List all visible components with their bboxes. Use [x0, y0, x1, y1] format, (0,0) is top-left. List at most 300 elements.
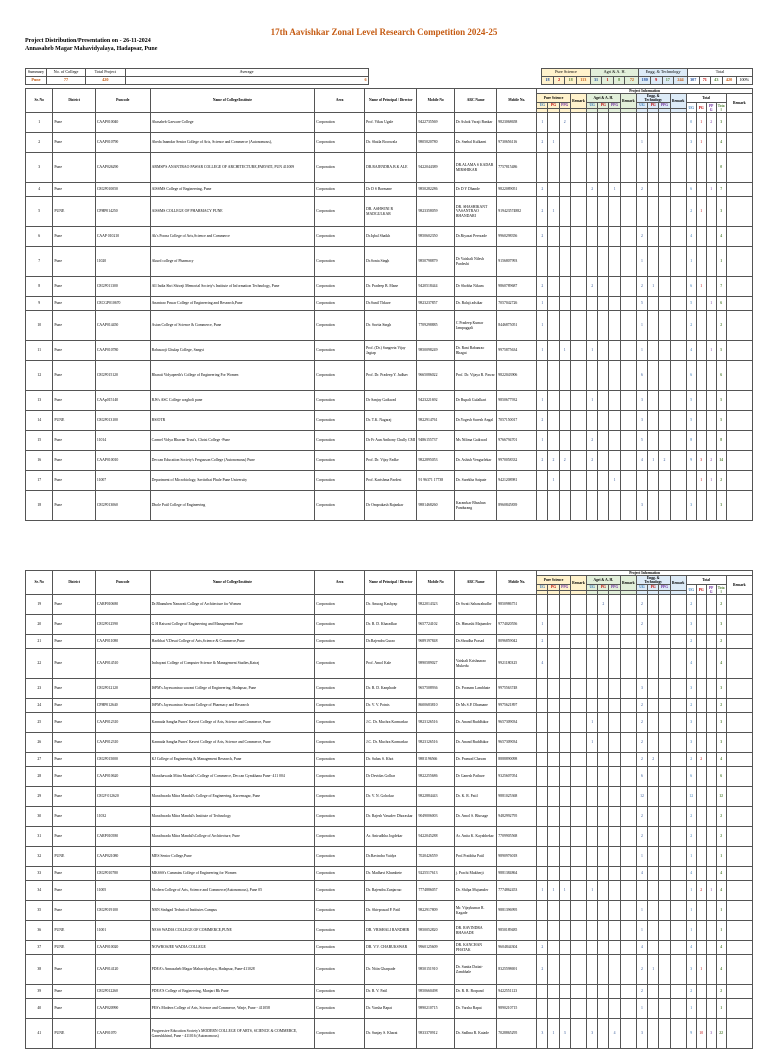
cell-agri-count	[598, 311, 609, 341]
cell-agri-count	[609, 341, 620, 361]
cell-engg-count	[659, 431, 670, 451]
cell-remark	[570, 753, 586, 767]
cell-remark	[620, 113, 636, 133]
cell-mobile: 9890210715	[417, 999, 454, 1019]
cell-agri-count	[598, 277, 609, 297]
cell-pure-count	[548, 679, 559, 699]
cell-area: Corporation	[315, 361, 365, 391]
summary-average: 6	[125, 77, 368, 85]
cell-remark	[670, 649, 686, 679]
cell-district: Pune	[53, 361, 95, 391]
cell-principal: Dr. V. N. Gohokar	[365, 787, 417, 807]
cell-mobile: 9422735569	[417, 113, 454, 133]
cell-puncode: CEGP015120	[95, 361, 150, 391]
cell-sr: 38	[26, 955, 53, 985]
cell-total-ppg	[706, 391, 716, 411]
table-row	[26, 787, 753, 807]
cell-agri-count	[609, 679, 620, 699]
cell-agri-count	[609, 827, 620, 847]
cell-remark	[726, 471, 752, 491]
cell-remark	[620, 867, 636, 881]
cell-engg-count	[659, 827, 670, 847]
summary-value: 307	[687, 77, 699, 85]
cell-total-ug: 2	[686, 311, 696, 341]
cell-remark	[670, 247, 686, 277]
cell-college-name: MES Senior College,Pune	[150, 847, 315, 867]
cell-total-ug: 2	[686, 807, 696, 827]
cell-remark	[570, 361, 586, 391]
cell-agri-count	[598, 713, 609, 733]
cell-remark	[726, 649, 752, 679]
cell-total-pg	[696, 411, 706, 431]
cell-engg-count	[648, 361, 659, 391]
cell-remark	[620, 153, 636, 183]
cell-pure-count	[559, 767, 570, 787]
cell-college-name: NBN Sinhgad Technical Institutes Campus	[150, 901, 315, 921]
header-remark: Remark	[670, 94, 686, 108]
cell-pure-count	[548, 753, 559, 767]
cell-engg-count	[648, 491, 659, 521]
cell-remark	[620, 361, 636, 391]
cell-engg-count: 1	[636, 133, 647, 153]
cell-engg-count	[659, 311, 670, 341]
cell-engg-count	[659, 847, 670, 867]
cell-remark	[670, 227, 686, 247]
cell-pure-count	[537, 787, 548, 807]
header-mobile: Mobile No	[417, 89, 454, 113]
cell-pure-count	[537, 767, 548, 787]
cell-arc-name: Mr. Vijaykumar R. Kagade	[454, 901, 496, 921]
cell-principal: Dr. V. V. Potnis	[365, 699, 417, 713]
cell-remark	[570, 955, 586, 985]
cell-puncode: CAAP021080	[95, 847, 150, 867]
cell-total: 2	[716, 311, 726, 341]
cell-district: Pune	[53, 955, 95, 985]
cell-college-name: Dhole Patil College of Engineering	[150, 491, 315, 521]
header-mobile: Mobile No	[417, 571, 454, 595]
cell-remark	[726, 1019, 752, 1049]
cell-remark	[570, 133, 586, 153]
cell-pure-count	[537, 471, 548, 491]
cell-agri-count: 1	[609, 183, 620, 197]
summary-value: 17	[662, 77, 674, 85]
cell-sr: 26	[26, 733, 53, 753]
cell-engg-count	[648, 133, 659, 153]
cell-remark	[670, 277, 686, 297]
cell-principal: Dr. T.K. Nagaraj	[365, 411, 417, 431]
cell-arc-name: Dr Vaishali Nilesh Pardeshi	[454, 247, 496, 277]
cell-total: 5	[716, 341, 726, 361]
cell-principal: Dr. Rajesh Vasudev Dhoraskar	[365, 807, 417, 827]
cell-mobile: 9822914761	[417, 411, 454, 431]
cell-sr: 5	[26, 197, 53, 227]
summary-value: 2	[553, 77, 565, 85]
cell-total-ppg	[706, 227, 716, 247]
table-row	[26, 471, 753, 491]
cell-total: 2	[716, 471, 726, 491]
cell-college-name: Kannada Sangha Punes' Kaveri College of Arts, Science and Commerce, Pune	[150, 733, 315, 753]
cell-engg-count	[648, 227, 659, 247]
cell-agri-count	[587, 615, 598, 635]
cell-sr: 32	[26, 847, 53, 867]
header-ppg: PPG	[706, 585, 716, 595]
cell-engg-count	[648, 649, 659, 679]
cell-area: Corporation	[315, 1019, 365, 1049]
cell-agri-count	[598, 615, 609, 635]
cell-remark	[620, 197, 636, 227]
cell-total: 2	[716, 635, 726, 649]
cell-pure-count	[559, 247, 570, 277]
cell-pure-count	[548, 847, 559, 867]
cell-area: Corporation	[315, 277, 365, 297]
cell-total-pg	[696, 391, 706, 411]
cell-engg-count: 2	[636, 713, 647, 733]
cell-pure-count	[537, 361, 548, 391]
header-ug: UG	[587, 103, 598, 108]
cell-remark	[620, 1019, 636, 1049]
cell-engg-count: 2	[636, 277, 647, 297]
cell-remark	[726, 827, 752, 847]
cell-engg-count	[648, 787, 659, 807]
cell-agri-count	[609, 767, 620, 787]
cell-puncode: CARP010580	[95, 827, 150, 847]
cell-total-pg: 1	[696, 133, 706, 153]
cell-total-ug: 2	[686, 699, 696, 713]
cell-engg-count: 1	[636, 247, 647, 277]
cell-total-pg	[696, 867, 706, 881]
cell-arc-name: Dr. Anand Buddhikor	[454, 733, 496, 753]
cell-remark	[726, 183, 752, 197]
cell-mobile: 9823126516	[417, 713, 454, 733]
cell-engg-count: 5	[636, 431, 647, 451]
header-remark: Remark	[670, 576, 686, 590]
cell-arc-mobile: 919423574882	[497, 197, 537, 227]
cell-remark	[570, 227, 586, 247]
table-row	[26, 595, 753, 615]
cell-arc-mobile: 9657309034	[497, 713, 537, 733]
cell-engg-count	[648, 113, 659, 133]
cell-arc-mobile: 8888890098	[497, 753, 537, 767]
cell-remark	[570, 615, 586, 635]
summary-zone: Pune	[26, 77, 47, 85]
cell-total-ppg	[706, 411, 716, 431]
cell-area: Corporation	[315, 247, 365, 277]
cell-engg-count	[659, 881, 670, 901]
header-area: Area	[315, 89, 365, 113]
cell-engg-count	[648, 699, 659, 713]
cell-district: Pune	[53, 699, 95, 713]
cell-arc-name: C Pradeep Kumar Jampaggali	[454, 311, 496, 341]
cell-total: 12	[716, 787, 726, 807]
cell-pure-count	[548, 391, 559, 411]
cell-total-pg	[696, 901, 706, 921]
cell-total-ug: 9	[686, 451, 696, 471]
cell-agri-count: 2	[598, 595, 609, 615]
cell-total-ug: 4	[686, 227, 696, 247]
cell-pure-count	[559, 985, 570, 999]
cell-agri-count	[609, 491, 620, 521]
cell-mobile: 9881468260	[417, 491, 454, 521]
cell-remark	[620, 713, 636, 733]
summary-colleges: 77	[46, 77, 85, 85]
cell-remark	[670, 679, 686, 699]
cell-arc-mobile: 9325607054	[497, 767, 537, 787]
cell-total-pg	[696, 767, 706, 787]
cell-area: Corporation	[315, 955, 365, 985]
cell-principal: Dr. Shaila Boorwala	[365, 133, 417, 153]
header-project-info: Project Information	[537, 89, 753, 94]
cell-engg-count: 3	[636, 1019, 647, 1049]
cell-engg-count: 4	[636, 451, 647, 471]
cell-pure-count	[559, 411, 570, 431]
cell-sr: 13	[26, 391, 53, 411]
header-pg: PG	[648, 103, 659, 108]
cell-sr: 12	[26, 361, 53, 391]
cell-area: Corporation	[315, 197, 365, 227]
cell-remark	[670, 999, 686, 1019]
cell-pure-count: 3	[537, 1019, 548, 1049]
cell-engg-count	[659, 955, 670, 985]
cell-total: 2	[716, 595, 726, 615]
cell-pure-count	[548, 297, 559, 311]
cell-agri-count	[609, 867, 620, 881]
cell-remark	[570, 985, 586, 999]
cell-pure-count	[548, 767, 559, 787]
table-row	[26, 451, 753, 471]
cell-remark	[570, 183, 586, 197]
cell-total: 3	[716, 679, 726, 699]
cell-remark	[570, 787, 586, 807]
cell-district: Pune	[53, 867, 95, 881]
cell-remark	[570, 247, 586, 277]
cell-principal: DR.RAJENDRA.B.K ALE	[365, 153, 417, 183]
cell-remark	[726, 807, 752, 827]
cell-district: Pune	[53, 999, 95, 1019]
cell-college-name: ISPM's Jayawantrao sawant College of Engineering, Hadapsar, Pune	[150, 679, 315, 699]
table-row	[26, 767, 753, 787]
cell-engg-count: 2	[648, 753, 659, 767]
cell-engg-count	[659, 985, 670, 999]
cell-district: Pune	[53, 807, 95, 827]
cell-mobile: 9420518444	[417, 277, 454, 297]
cell-puncode: CAAP010790	[95, 133, 150, 153]
cell-arc-name: Dr Shobha Nikam	[454, 277, 496, 297]
cell-engg-count	[659, 921, 670, 941]
cell-arc-name: Dr. Shilpa Mujumder	[454, 881, 496, 901]
cell-total-ppg: 1	[706, 183, 716, 197]
cell-engg-count	[659, 341, 670, 361]
cell-arc-name: Ar. Anita K. Kayabhekar	[454, 827, 496, 847]
header-arc: ARC Name	[454, 89, 496, 113]
cell-total: 1	[716, 921, 726, 941]
cell-puncode: CAAP026290	[95, 153, 150, 183]
cell-agri-count	[609, 921, 620, 941]
cell-total-ppg	[706, 699, 716, 713]
cell-remark	[620, 767, 636, 787]
cell-remark	[670, 807, 686, 827]
cell-district: PUNE	[53, 197, 95, 227]
cell-remark	[670, 113, 686, 133]
cell-pure-count	[559, 999, 570, 1019]
cell-remark	[570, 867, 586, 881]
cell-pure-count	[537, 901, 548, 921]
cell-sr: 2	[26, 133, 53, 153]
cell-arc-mobile: 7774862453	[497, 881, 537, 901]
cell-total-ug: 2	[686, 985, 696, 999]
header-total-count: Total	[717, 103, 725, 112]
cell-total-pg	[696, 713, 706, 733]
cell-arc-mobile: 7028865295	[497, 1019, 537, 1049]
cell-pure-count	[559, 635, 570, 649]
cell-puncode: CAAP012310	[95, 733, 150, 753]
cell-remark	[620, 847, 636, 867]
header-name: Name of College/Institute	[150, 571, 315, 595]
cell-arc-name: Dr. Rani Babanrao Bhagat	[454, 341, 496, 361]
cell-principal: Dr. Rajendra Zunjarrao	[365, 881, 417, 901]
cell-engg-count	[648, 867, 659, 881]
cell-pure-count	[548, 649, 559, 679]
cell-remark	[670, 941, 686, 955]
table-row	[26, 277, 753, 297]
header-pg: PG	[598, 103, 609, 108]
cell-agri-count	[609, 361, 620, 391]
cell-district: Pune	[53, 901, 95, 921]
cell-total-ug: 1	[686, 921, 696, 941]
cell-arc-name: Dr. Amol S. Bhosage	[454, 807, 496, 827]
cell-college-name: Haribhai V.Desai College of Arts,Science & Commerce,Pune	[150, 635, 315, 649]
header-total: Total	[686, 576, 726, 585]
cell-engg-count: 3	[636, 679, 647, 699]
cell-remark	[670, 635, 686, 649]
cell-principal: DR. VRISHALI RANDHIR	[365, 921, 417, 941]
cell-arc-name: Dr. Himashi Majumder	[454, 615, 496, 635]
cell-engg-count: 2	[636, 183, 647, 197]
cell-college-name: AISSMS College of Engineering, Pune	[150, 183, 315, 197]
cell-arc-name: DR. RAVINDRA BHASADE	[454, 921, 496, 941]
cell-total: 0	[716, 153, 726, 183]
header-project-info: Project Information	[537, 571, 753, 576]
cell-agri-count	[587, 311, 598, 341]
cell-engg-count	[659, 411, 670, 431]
cell-arc-name: Dr Swati Sahasrabudhe	[454, 595, 496, 615]
cell-area: Corporation	[315, 113, 365, 133]
cell-pure-count	[548, 411, 559, 431]
cell-engg-count	[648, 311, 659, 341]
table-row	[26, 955, 753, 985]
header-pg: PG	[598, 585, 609, 590]
cell-agri-count: 1	[587, 713, 598, 733]
cell-principal: Dr Sanjay Gaikwad	[365, 391, 417, 411]
header-remark: Remark	[620, 576, 636, 590]
cell-pure-count	[548, 153, 559, 183]
cell-pure-count	[559, 649, 570, 679]
cell-engg-count: 3	[636, 411, 647, 431]
cell-engg-count	[648, 999, 659, 1019]
cell-total-ppg	[706, 713, 716, 733]
summary-spacer	[368, 77, 542, 85]
cell-pure-count: 1	[537, 881, 548, 901]
cell-total: 3	[716, 113, 726, 133]
cell-pure-count	[537, 807, 548, 827]
cell-puncode: CEGP010050	[95, 183, 150, 197]
cell-arc-name: Dr. Ashish Vengurlekar	[454, 451, 496, 471]
table-row	[26, 361, 753, 391]
cell-pure-count	[559, 153, 570, 183]
cell-total-pg	[696, 635, 706, 649]
cell-pure-count	[537, 847, 548, 867]
cell-agri-count	[587, 247, 598, 277]
cell-total-ppg: 2	[706, 113, 716, 133]
cell-total-pg	[696, 595, 706, 615]
college-table-part1	[25, 88, 753, 521]
cell-total-ug: 4	[686, 341, 696, 361]
cell-puncode: CAAP010040	[95, 113, 150, 133]
cell-total-ppg	[706, 827, 716, 847]
cell-college-name: Department of Microbiology, Savitribai Phule Pune University	[150, 471, 315, 491]
cell-agri-count	[609, 391, 620, 411]
cell-puncode: 11007	[95, 471, 150, 491]
summary-spacer	[368, 69, 542, 77]
cell-remark	[726, 955, 752, 985]
cell-remark	[620, 491, 636, 521]
cell-engg-count	[648, 595, 659, 615]
cell-total-ug: 6	[686, 277, 696, 297]
cell-total-pg	[696, 985, 706, 999]
cell-engg-count	[659, 247, 670, 277]
cell-pure-count	[548, 635, 559, 649]
cell-engg-count	[659, 595, 670, 615]
cell-engg-count: 6	[636, 361, 647, 391]
cell-remark	[726, 767, 752, 787]
cell-mobile: 9960125609	[417, 941, 454, 955]
cell-total-pg: 1	[696, 197, 706, 227]
cell-agri-count	[598, 733, 609, 753]
cell-pure-count	[537, 753, 548, 767]
cell-total: 4	[716, 227, 726, 247]
cell-agri-count: 2	[587, 183, 598, 197]
cell-engg-count	[659, 133, 670, 153]
cell-remark	[726, 451, 752, 471]
cell-sr: 14	[26, 411, 53, 431]
cell-agri-count	[609, 941, 620, 955]
cell-engg-count	[648, 183, 659, 197]
cell-remark	[670, 491, 686, 521]
table-row	[26, 985, 753, 999]
cell-pure-count	[548, 941, 559, 955]
summary-value: 72	[625, 77, 639, 85]
cell-total-pg	[696, 807, 706, 827]
table-row	[26, 635, 753, 649]
cell-total-ppg	[706, 615, 716, 635]
header-ppg: PPG	[559, 585, 570, 590]
cell-total-ug: 6	[686, 767, 696, 787]
cell-arc-mobile: 9766794701	[497, 431, 537, 451]
summary-value: 9	[650, 77, 662, 85]
cell-remark	[570, 999, 586, 1019]
cell-remark	[570, 941, 586, 955]
cell-agri-count	[587, 847, 598, 867]
cell-area: Corporation	[315, 431, 365, 451]
cell-pure-count	[559, 847, 570, 867]
cell-puncode: CEGP 012620	[95, 787, 150, 807]
cell-district: Pune	[53, 649, 95, 679]
cell-total-pg	[696, 921, 706, 941]
cell-remark	[670, 881, 686, 901]
cell-area: Corporation	[315, 901, 365, 921]
summary-table	[25, 68, 753, 85]
cell-agri-count	[609, 595, 620, 615]
table-row	[26, 733, 753, 753]
